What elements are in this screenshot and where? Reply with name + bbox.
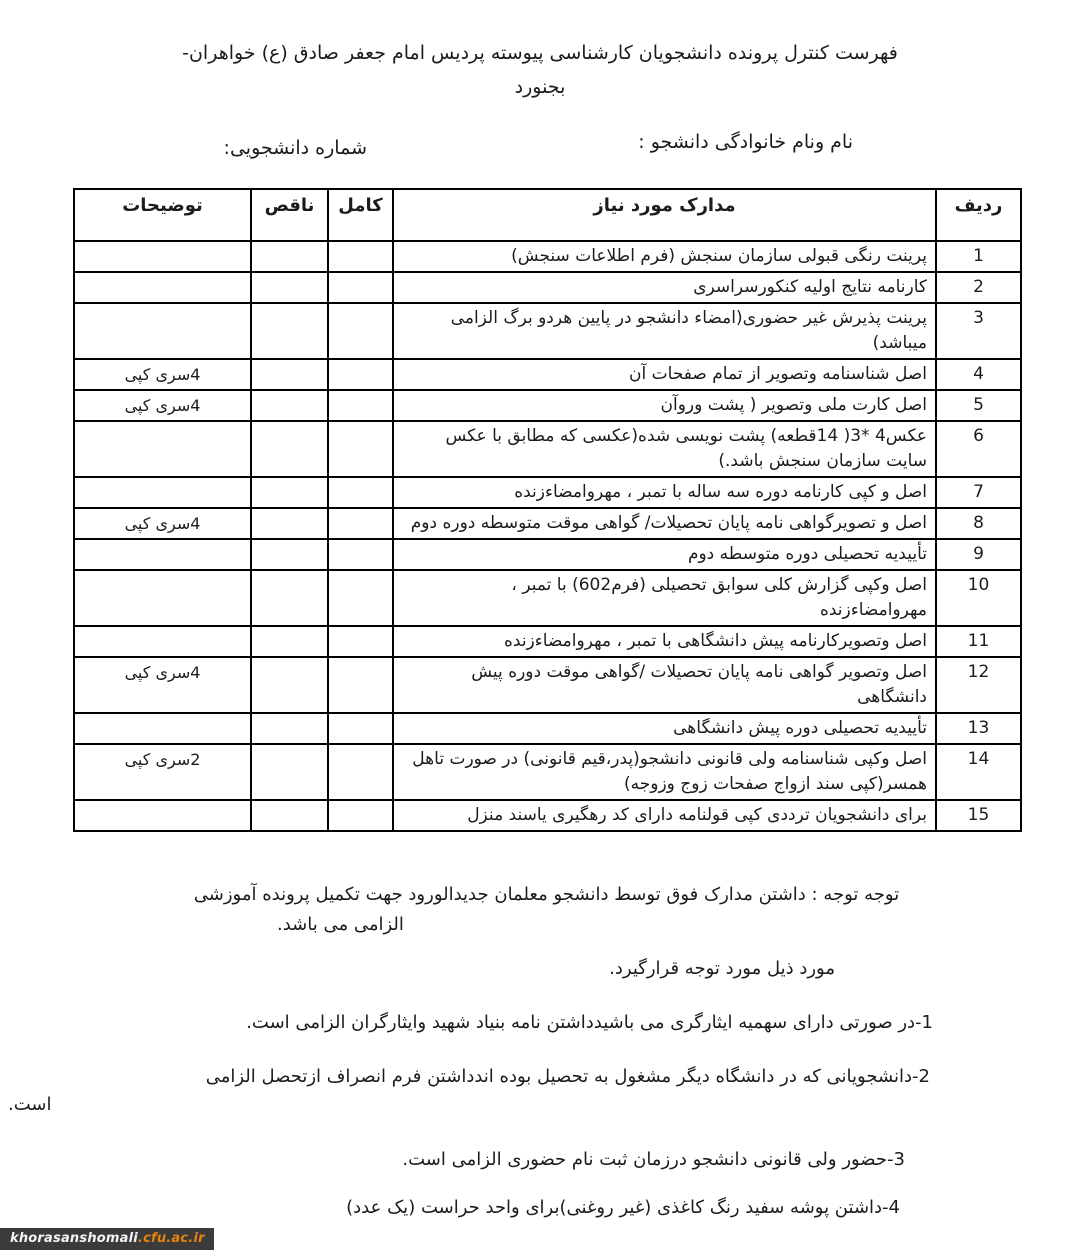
row-number-cell: 9 [936, 539, 1021, 570]
notes-cell: 4سری کپی [74, 359, 251, 390]
complete-cell [328, 713, 393, 744]
document-text-cell: کارنامه نتایج اولیه کنکورسراسری [393, 272, 936, 303]
student-number-label: شماره دانشجویی: [223, 137, 367, 159]
document-text-cell: برای دانشجویان ترددی کپی قولنامه دارای کد رهگیری یاسند منزل [393, 800, 936, 831]
complete-cell [328, 359, 393, 390]
incomplete-cell [251, 508, 328, 539]
watermark-site-domain: .cfu.ac.ir [137, 1231, 205, 1246]
column-header-complete: کامل [328, 189, 393, 241]
complete-cell [328, 744, 393, 800]
document-title [0, 36, 1080, 104]
document-text-cell: اصل کارت ملی وتصویر ( پشت وروآن [393, 390, 936, 421]
incomplete-cell [251, 713, 328, 744]
notes-cell [74, 570, 251, 626]
complete-cell [328, 272, 393, 303]
column-header-incomplete: ناقص [251, 189, 328, 241]
row-number-cell: 3 [936, 303, 1021, 359]
complete-cell [328, 570, 393, 626]
row-number-cell: 15 [936, 800, 1021, 831]
notes-cell [74, 626, 251, 657]
table-row [74, 477, 1021, 508]
incomplete-cell [251, 359, 328, 390]
column-header-notes: توضیحات [74, 189, 251, 241]
row-number-cell: 11 [936, 626, 1021, 657]
attention-note-line2: الزامی می باشد. [277, 914, 404, 935]
table-row [74, 713, 1021, 744]
document-title-line2: بجنورد [514, 76, 566, 98]
document-text-subline: همسر(کپی سند ازواج صفحات زوج وزوجه) [624, 774, 927, 794]
documents-checklist-table [73, 188, 1022, 832]
document-text-cell: تأییدیه تحصیلی دوره پیش دانشگاهی [393, 713, 936, 744]
incomplete-cell [251, 626, 328, 657]
site-watermark [0, 1228, 214, 1250]
incomplete-cell [251, 303, 328, 359]
attention-note-line1: توجه توجه : داشتن مدارک فوق توسط دانشجو معلمان جدیدالورود جهت تکمیل پرونده آموزشی [193, 884, 900, 905]
table-row [74, 626, 1021, 657]
complete-cell [328, 626, 393, 657]
incomplete-cell [251, 272, 328, 303]
document-text-cell: اصل وکپی شناسنامه ولی قانونی دانشجو(پدر،قیم قانونی) در صورت تاهل همسر(کپی سند ازواج صفحات زوج وزوجه) [393, 744, 936, 800]
instruction-item-2-line2: است. [8, 1094, 52, 1115]
complete-cell [328, 477, 393, 508]
row-number-cell: 12 [936, 657, 1021, 713]
incomplete-cell [251, 657, 328, 713]
incomplete-cell [251, 390, 328, 421]
complete-cell [328, 421, 393, 477]
row-number-cell: 4 [936, 359, 1021, 390]
row-number-cell: 7 [936, 477, 1021, 508]
complete-cell [328, 508, 393, 539]
complete-cell [328, 657, 393, 713]
table-row [74, 800, 1021, 831]
table-row [74, 241, 1021, 272]
instruction-item-2-line1: 2-دانشجویانی که در دانشگاه دیگر مشغول به تحصیل بوده اندداشتن فرم انصراف ازتحصل الزامی [205, 1066, 930, 1087]
incomplete-cell [251, 800, 328, 831]
notes-cell: 2سری کپی [74, 744, 251, 800]
notes-cell [74, 241, 251, 272]
row-number-cell: 10 [936, 570, 1021, 626]
table-row [74, 303, 1021, 359]
column-header-required-documents: مدارک مورد نیاز [393, 189, 936, 241]
notes-cell: 4سری کپی [74, 508, 251, 539]
column-header-row-number: ردیف [936, 189, 1021, 241]
document-text-cell: عکس4 *3( 14قطعه) پشت نویسی شده(عکسی که مطابق با عکس سایت سازمان سنجش باشد.) [393, 421, 936, 477]
document-text-cell: اصل و کپی کارنامه دوره سه ساله با تمبر ، مهروامضاءزنده [393, 477, 936, 508]
table-row [74, 359, 1021, 390]
notes-cell [74, 800, 251, 831]
table-row [74, 421, 1021, 477]
complete-cell [328, 539, 393, 570]
table-row [74, 570, 1021, 626]
notes-cell [74, 303, 251, 359]
table-row [74, 539, 1021, 570]
incomplete-cell [251, 477, 328, 508]
complete-cell [328, 800, 393, 831]
consider-heading: مورد ذیل مورد توجه قرارگیرد. [609, 958, 835, 979]
incomplete-cell [251, 539, 328, 570]
notes-cell [74, 539, 251, 570]
document-text-cell: اصل وتصویر گواهی نامه پایان تحصیلات /گواهی موقت دوره پیش دانشگاهی [393, 657, 936, 713]
document-text-cell: اصل و تصویرگواهی نامه پایان تحصیلات/ گواهی موقت متوسطه دوره دوم [393, 508, 936, 539]
document-text-cell: اصل وکپی گزارش کلی سوابق تحصیلی (فرم602) با تمبر ، مهروامضاءزنده [393, 570, 936, 626]
row-number-cell: 8 [936, 508, 1021, 539]
table-header-row [74, 189, 1021, 241]
row-number-cell: 13 [936, 713, 1021, 744]
row-number-cell: 14 [936, 744, 1021, 800]
complete-cell [328, 303, 393, 359]
document-text-cell: اصل شناسنامه وتصویر از تمام صفحات آن [393, 359, 936, 390]
incomplete-cell [251, 241, 328, 272]
notes-cell [74, 713, 251, 744]
document-text-cell: تأییدیه تحصیلی دوره متوسطه دوم [393, 539, 936, 570]
document-title-line1: فهرست کنترل پرونده دانشجویان کارشناسی پیوسته پردیس امام جعفر صادق (ع) خواهران- [182, 42, 898, 64]
instruction-item-4: 4-داشتن پوشه سفید رنگ کاغذی (غیر روغنی)برای واحد حراست (یک عدد) [346, 1197, 900, 1218]
table-row [74, 272, 1021, 303]
student-name-label: نام ونام خانوادگی دانشجو : [638, 131, 853, 153]
incomplete-cell [251, 744, 328, 800]
notes-cell [74, 272, 251, 303]
document-text-cell: پرینت رنگی قبولی سازمان سنجش (فرم اطلاعات سنجش) [393, 241, 936, 272]
notes-cell [74, 421, 251, 477]
incomplete-cell [251, 421, 328, 477]
incomplete-cell [251, 570, 328, 626]
row-number-cell: 1 [936, 241, 1021, 272]
complete-cell [328, 241, 393, 272]
table-row [74, 657, 1021, 713]
document-text-cell: پرینت پذیرش غیر حضوری(امضاء دانشجو در پایین هردو برگ الزامی میباشد) [393, 303, 936, 359]
notes-cell: 4سری کپی [74, 657, 251, 713]
document-text-cell: اصل وتصویرکارنامه پیش دانشگاهی با تمبر ، مهروامضاءزنده [393, 626, 936, 657]
row-number-cell: 5 [936, 390, 1021, 421]
table-row [74, 390, 1021, 421]
instruction-item-3: 3-حضور ولی قانونی دانشجو درزمان ثبت نام حضوری الزامی است. [402, 1149, 905, 1170]
watermark-site-name: khorasanshomali [10, 1231, 138, 1246]
instruction-item-1: 1-در صورتی دارای سهمیه ایثارگری می باشیدداشتن نامه بنیاد شهید وایثارگران الزامی است. [246, 1012, 933, 1033]
table-row [74, 744, 1021, 800]
row-number-cell: 2 [936, 272, 1021, 303]
notes-cell [74, 477, 251, 508]
row-number-cell: 6 [936, 421, 1021, 477]
table-row [74, 508, 1021, 539]
complete-cell [328, 390, 393, 421]
notes-cell: 4سری کپی [74, 390, 251, 421]
